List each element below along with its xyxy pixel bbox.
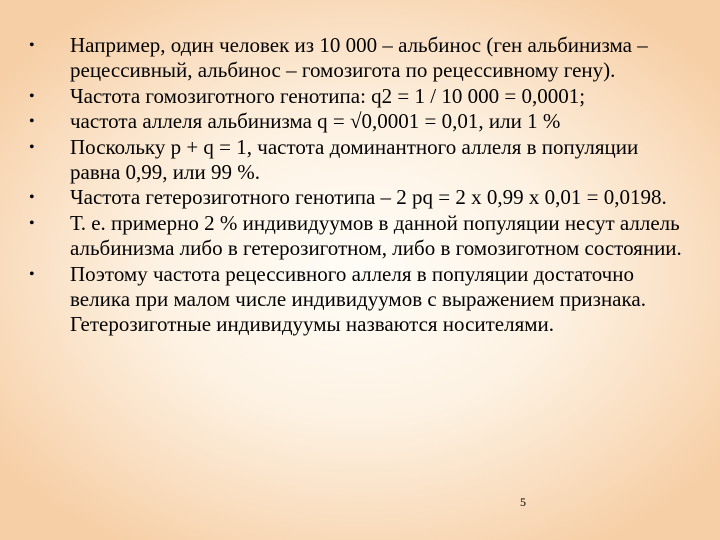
- bullet-item: [29, 109, 689, 134]
- bullet-dot: •: [29, 214, 35, 232]
- bullet-text: Поскольку p + q = 1, частота доминантного аллеля в популяции равна 0,99, или 99 %.: [70, 134, 639, 185]
- bullet-dot: •: [29, 37, 35, 54]
- bullet-item: [29, 135, 689, 186]
- bullet-dot: •: [29, 87, 35, 105]
- bullet-text: Поэтому частота рецессивного аллеля в популяции достаточно велика при малом числе индивидуумов с выражением признака. Гетерозиготные индивидуумы назваются носителями.: [70, 261, 646, 337]
- bullet-item: [29, 84, 689, 109]
- bullet-list: [29, 33, 689, 338]
- bullet-text: Например, один человек из 10 000 – альбинос (ген альбинизма – рецессивный, альбинос – гомозигота по рецессивному гену).: [70, 33, 648, 83]
- bullet-dot: •: [29, 265, 35, 283]
- bullet-text: Т. е. примерно 2 % индивидуумов в данной популяции несут аллель альбинизма либо в гетерозиготном, либо в гомозиготном состоянии.: [70, 210, 682, 261]
- bullet-item: [29, 33, 689, 84]
- bullet-item: [29, 262, 689, 338]
- page-number: 5: [520, 495, 526, 509]
- bullet-text: частота аллеля альбинизма q = √0,0001 = 0,01, или 1 %: [70, 109, 561, 134]
- bullet-dot: •: [29, 189, 35, 207]
- bullet-item: [29, 211, 689, 262]
- bullet-text: Частота гомозиготного генотипа: q2 = 1 / 10 000 = 0,0001;: [70, 83, 586, 108]
- bullet-dot: •: [29, 138, 35, 156]
- bullet-dot: •: [29, 113, 35, 131]
- bullet-text: Частота гетерозиготного генотипа – 2 pq = 2 x 0,99 x 0,01 = 0,0198.: [70, 185, 667, 210]
- bullet-item: [29, 185, 689, 210]
